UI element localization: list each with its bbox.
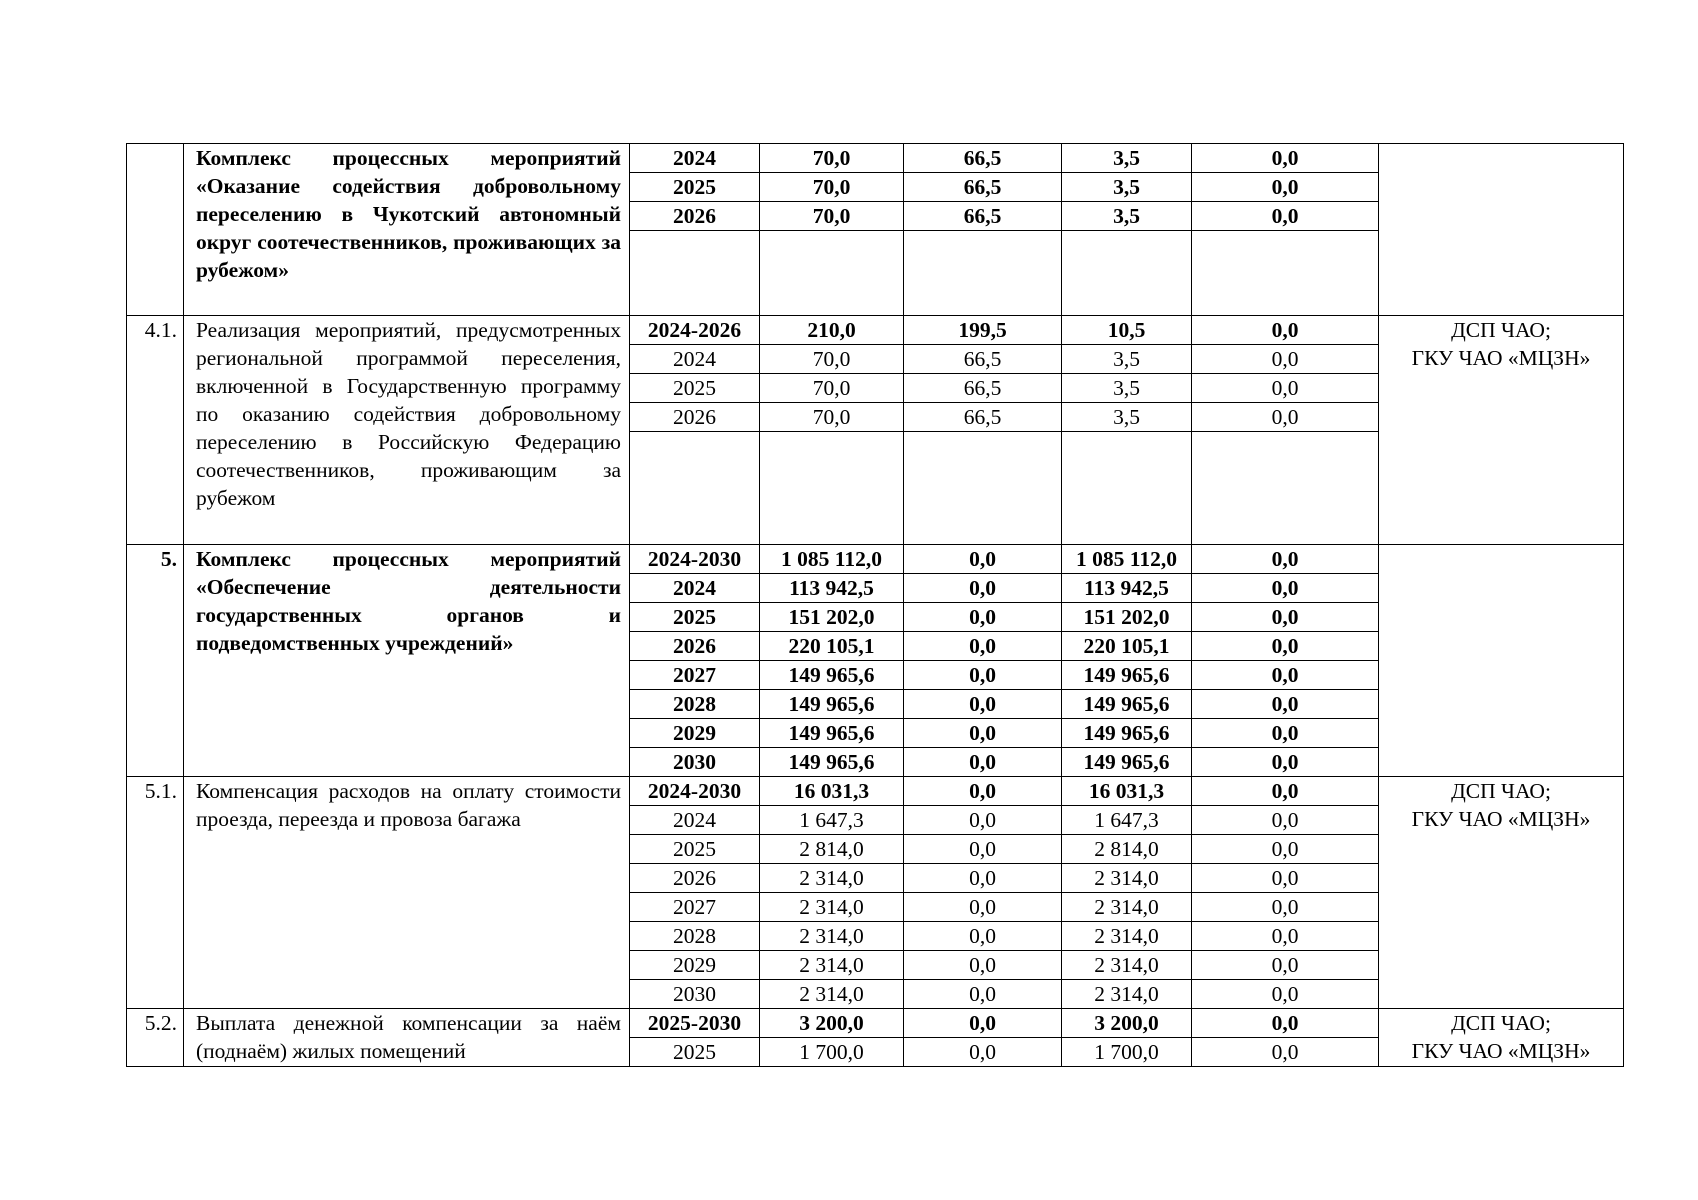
- amount-cell: 1 085 112,0: [1062, 545, 1192, 574]
- amount-cell: 0,0: [1192, 980, 1379, 1009]
- amount-cell: 151 202,0: [760, 603, 904, 632]
- year-cell: 2024: [630, 574, 760, 603]
- item-name: Комплекс процессных мероприятий «Обеспечение деятельности государственных органов и подведомственных учреждений»: [184, 545, 630, 777]
- amount-cell: 2 314,0: [1062, 922, 1192, 951]
- amount-cell: 210,0: [760, 316, 904, 345]
- amount-cell: 0,0: [1192, 603, 1379, 632]
- amount-cell: 0,0: [904, 574, 1062, 603]
- table-row: [127, 1009, 1624, 1038]
- amount-cell: 70,0: [760, 374, 904, 403]
- year-cell: 2025: [630, 603, 760, 632]
- executor-line: ГКУ ЧАО «МЦЗН»: [1411, 346, 1591, 370]
- amount-cell: 3,5: [1062, 202, 1192, 231]
- amount-cell: 113 942,5: [1062, 574, 1192, 603]
- amount-cell: 2 314,0: [760, 922, 904, 951]
- amount-cell: 70,0: [760, 202, 904, 231]
- amount-cell: 10,5: [1062, 316, 1192, 345]
- amount-cell: 66,5: [904, 202, 1062, 231]
- year-cell: 2026: [630, 202, 760, 231]
- amount-cell: 0,0: [1192, 403, 1379, 432]
- amount-cell: 0,0: [1192, 374, 1379, 403]
- year-cell: 2025: [630, 374, 760, 403]
- amount-cell: 0,0: [904, 1009, 1062, 1038]
- amount-cell: 0,0: [904, 1038, 1062, 1067]
- amount-cell: 0,0: [1192, 835, 1379, 864]
- item-name: Компенсация расходов на оплату стоимости проезда, переезда и провоза багажа: [184, 777, 630, 1009]
- year-cell: 2030: [630, 748, 760, 777]
- amount-cell: 0,0: [1192, 951, 1379, 980]
- empty-cell: [1192, 231, 1379, 316]
- amount-cell: 0,0: [904, 690, 1062, 719]
- amount-cell: 0,0: [1192, 748, 1379, 777]
- amount-cell: 0,0: [904, 632, 1062, 661]
- amount-cell: 3,5: [1062, 403, 1192, 432]
- empty-cell: [904, 432, 1062, 545]
- amount-cell: 3,5: [1062, 144, 1192, 173]
- amount-cell: 149 965,6: [1062, 719, 1192, 748]
- executor-line: ДСП ЧАО;: [1451, 779, 1551, 803]
- table-row: [127, 316, 1624, 345]
- empty-cell: [1062, 231, 1192, 316]
- amount-cell: 0,0: [904, 835, 1062, 864]
- item-number: 5.1.: [127, 777, 184, 1009]
- amount-cell: 2 814,0: [760, 835, 904, 864]
- year-cell: 2026: [630, 864, 760, 893]
- year-cell: 2027: [630, 893, 760, 922]
- executor-line: ДСП ЧАО;: [1451, 318, 1551, 342]
- amount-cell: 149 965,6: [760, 661, 904, 690]
- amount-cell: 2 314,0: [760, 864, 904, 893]
- amount-cell: 149 965,6: [760, 748, 904, 777]
- amount-cell: 0,0: [1192, 173, 1379, 202]
- item-name: Выплата денежной компенсации за наём (поднаём) жилых помещений: [184, 1009, 630, 1067]
- empty-cell: [760, 231, 904, 316]
- amount-cell: 2 314,0: [760, 951, 904, 980]
- amount-cell: 1 700,0: [1062, 1038, 1192, 1067]
- item-number: 5.2.: [127, 1009, 184, 1067]
- table-row: [127, 545, 1624, 574]
- amount-cell: 0,0: [904, 603, 1062, 632]
- executor-cell: [1379, 144, 1624, 316]
- amount-cell: 0,0: [1192, 632, 1379, 661]
- year-cell: 2025: [630, 835, 760, 864]
- amount-cell: 0,0: [1192, 864, 1379, 893]
- amount-cell: 1 647,3: [760, 806, 904, 835]
- amount-cell: 3,5: [1062, 173, 1192, 202]
- amount-cell: 149 965,6: [760, 719, 904, 748]
- amount-cell: 66,5: [904, 345, 1062, 374]
- empty-cell: [904, 231, 1062, 316]
- amount-cell: 0,0: [904, 893, 1062, 922]
- year-cell: 2025: [630, 1038, 760, 1067]
- amount-cell: 0,0: [904, 980, 1062, 1009]
- amount-cell: 2 314,0: [760, 893, 904, 922]
- executor-cell: [1379, 777, 1624, 1009]
- empty-cell: [630, 231, 760, 316]
- amount-cell: 0,0: [1192, 806, 1379, 835]
- amount-cell: 66,5: [904, 403, 1062, 432]
- amount-cell: 149 965,6: [760, 690, 904, 719]
- amount-cell: 113 942,5: [760, 574, 904, 603]
- amount-cell: 66,5: [904, 374, 1062, 403]
- amount-cell: 66,5: [904, 144, 1062, 173]
- amount-cell: 70,0: [760, 403, 904, 432]
- year-cell: 2024: [630, 144, 760, 173]
- amount-cell: 0,0: [1192, 922, 1379, 951]
- amount-cell: 220 105,1: [1062, 632, 1192, 661]
- amount-cell: 0,0: [904, 777, 1062, 806]
- amount-cell: 0,0: [1192, 1009, 1379, 1038]
- amount-cell: 199,5: [904, 316, 1062, 345]
- table-row: [127, 777, 1624, 806]
- amount-cell: 3 200,0: [760, 1009, 904, 1038]
- item-number: 4.1.: [127, 316, 184, 545]
- amount-cell: 0,0: [1192, 777, 1379, 806]
- year-cell: 2024-2026: [630, 316, 760, 345]
- empty-cell: [1192, 432, 1379, 545]
- year-cell: 2029: [630, 951, 760, 980]
- amount-cell: 0,0: [904, 922, 1062, 951]
- executor-line: ГКУ ЧАО «МЦЗН»: [1411, 1039, 1591, 1063]
- amount-cell: 0,0: [904, 545, 1062, 574]
- executor-cell: [1379, 316, 1624, 545]
- amount-cell: 0,0: [1192, 545, 1379, 574]
- item-name: Комплекс процессных мероприятий «Оказание содействия добровольному переселению в Чукотский автономный округ соотечественников, проживающих за рубежом»: [184, 144, 630, 316]
- amount-cell: 1 085 112,0: [760, 545, 904, 574]
- amount-cell: 0,0: [904, 748, 1062, 777]
- year-cell: 2030: [630, 980, 760, 1009]
- year-cell: 2024-2030: [630, 777, 760, 806]
- amount-cell: 0,0: [1192, 719, 1379, 748]
- amount-cell: 70,0: [760, 345, 904, 374]
- amount-cell: 2 814,0: [1062, 835, 1192, 864]
- amount-cell: 16 031,3: [1062, 777, 1192, 806]
- amount-cell: 0,0: [1192, 202, 1379, 231]
- year-cell: 2024: [630, 806, 760, 835]
- item-number: [127, 144, 184, 316]
- amount-cell: 2 314,0: [1062, 893, 1192, 922]
- amount-cell: 0,0: [1192, 316, 1379, 345]
- amount-cell: 3 200,0: [1062, 1009, 1192, 1038]
- amount-cell: 149 965,6: [1062, 690, 1192, 719]
- amount-cell: 2 314,0: [1062, 951, 1192, 980]
- amount-cell: 0,0: [1192, 144, 1379, 173]
- item-number: 5.: [127, 545, 184, 777]
- amount-cell: 0,0: [1192, 690, 1379, 719]
- amount-cell: 0,0: [1192, 893, 1379, 922]
- year-cell: 2028: [630, 690, 760, 719]
- amount-cell: 0,0: [1192, 1038, 1379, 1067]
- year-cell: 2024-2030: [630, 545, 760, 574]
- amount-cell: 2 314,0: [1062, 980, 1192, 1009]
- amount-cell: 2 314,0: [760, 980, 904, 1009]
- amount-cell: 2 314,0: [1062, 864, 1192, 893]
- amount-cell: 66,5: [904, 173, 1062, 202]
- amount-cell: 3,5: [1062, 374, 1192, 403]
- year-cell: 2024: [630, 345, 760, 374]
- amount-cell: 0,0: [904, 719, 1062, 748]
- amount-cell: 149 965,6: [1062, 748, 1192, 777]
- year-cell: 2029: [630, 719, 760, 748]
- table-row: [127, 144, 1624, 173]
- executor-line: ДСП ЧАО;: [1451, 1011, 1551, 1035]
- amount-cell: 70,0: [760, 173, 904, 202]
- year-cell: 2027: [630, 661, 760, 690]
- amount-cell: 0,0: [904, 806, 1062, 835]
- executor-cell: [1379, 545, 1624, 777]
- amount-cell: 1 700,0: [760, 1038, 904, 1067]
- amount-cell: 0,0: [904, 864, 1062, 893]
- amount-cell: 1 647,3: [1062, 806, 1192, 835]
- amount-cell: 16 031,3: [760, 777, 904, 806]
- empty-cell: [760, 432, 904, 545]
- amount-cell: 0,0: [904, 951, 1062, 980]
- amount-cell: 70,0: [760, 144, 904, 173]
- amount-cell: 149 965,6: [1062, 661, 1192, 690]
- year-cell: 2025: [630, 173, 760, 202]
- executor-cell: [1379, 1009, 1624, 1067]
- amount-cell: 0,0: [1192, 574, 1379, 603]
- year-cell: 2026: [630, 632, 760, 661]
- item-name: Реализация мероприятий, предусмотренных региональной программой переселения, включенной в Государственную программу по оказанию содействия добровольному переселению в Российскую Федерацию соотечественников, проживающим за рубежом: [184, 316, 630, 545]
- amount-cell: 0,0: [904, 661, 1062, 690]
- amount-cell: 220 105,1: [760, 632, 904, 661]
- funding-table: [126, 143, 1624, 1067]
- amount-cell: 0,0: [1192, 661, 1379, 690]
- year-cell: 2026: [630, 403, 760, 432]
- empty-cell: [1062, 432, 1192, 545]
- amount-cell: 0,0: [1192, 345, 1379, 374]
- year-cell: 2025-2030: [630, 1009, 760, 1038]
- empty-cell: [630, 432, 760, 545]
- amount-cell: 3,5: [1062, 345, 1192, 374]
- amount-cell: 151 202,0: [1062, 603, 1192, 632]
- executor-line: ГКУ ЧАО «МЦЗН»: [1411, 807, 1591, 831]
- year-cell: 2028: [630, 922, 760, 951]
